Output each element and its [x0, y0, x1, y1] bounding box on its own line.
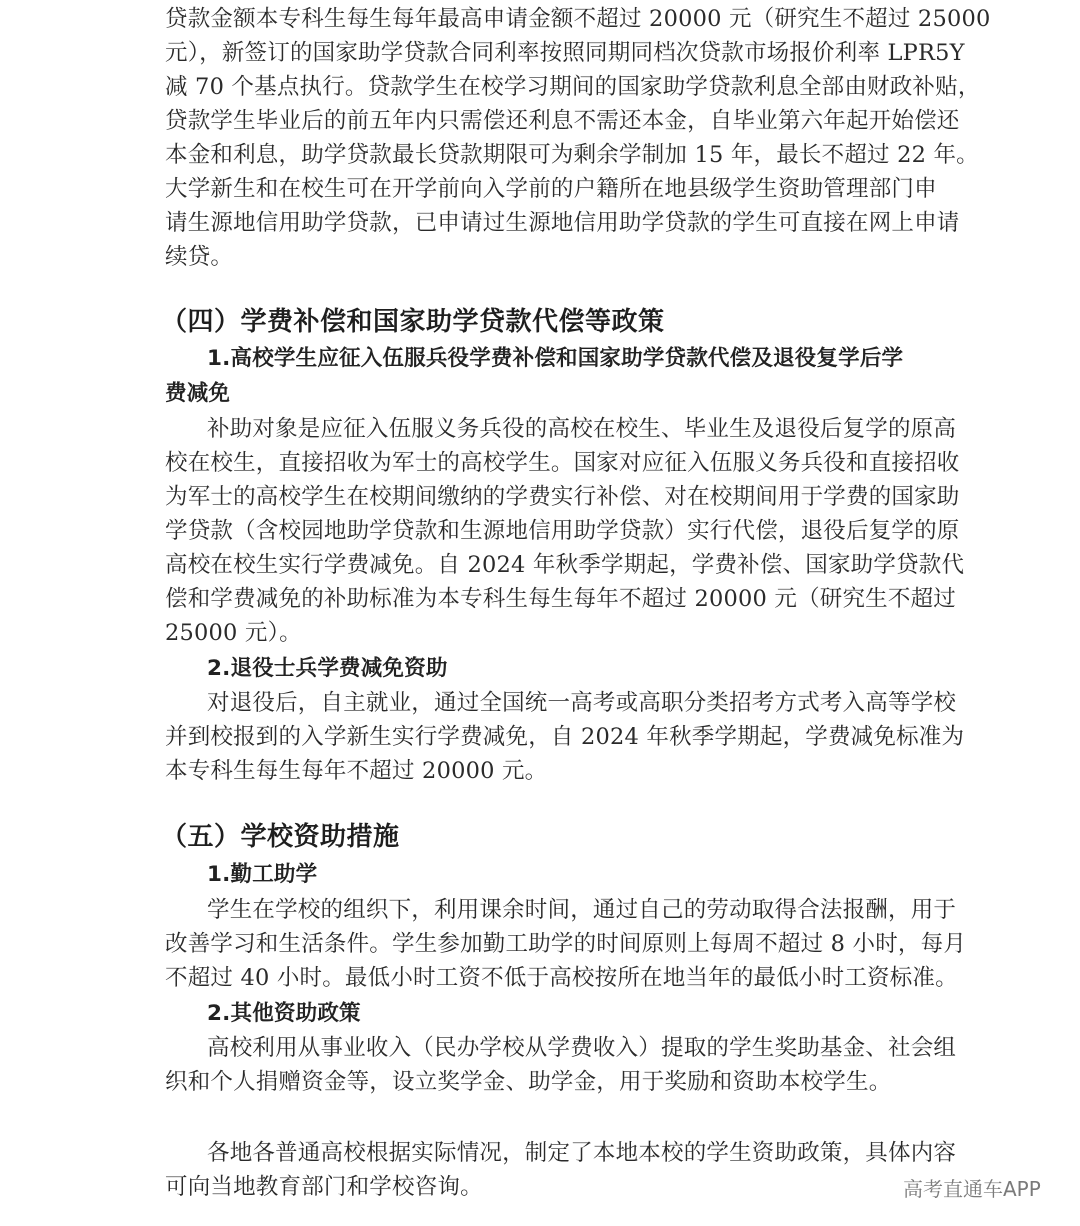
text-line: 校在校生，直接招收为军士的高校学生。国家对应征入伍服义务兵役和直接招收 [165, 450, 960, 476]
text-line: 补助对象是应征入伍服义务兵役的高校在校生、毕业生及退役后复学的原高 [207, 416, 957, 442]
text-line: 学生在学校的组织下，利用课余时间，通过自己的劳动取得合法报酬，用于 [207, 897, 957, 923]
subsection-heading-5-1: 1.勤工助学 [207, 862, 318, 887]
text-line: 并到校报到的入学新生实行学费减免，自 2024 年秋季学期起，学费减免标准为 [165, 724, 965, 750]
text-line: 本专科生每生每年不超过 20000 元。 [165, 758, 548, 784]
text-line: 高校在校生实行学费减免。自 2024 年秋季学期起，学费补偿、国家助学贷款代 [165, 552, 965, 578]
text-line: 织和个人捐赠资金等，设立奖学金、助学金，用于奖励和资助本校学生。 [165, 1069, 892, 1095]
watermark-label: 高考直通车APP [903, 1177, 1041, 1201]
text-line: 续贷。 [165, 244, 234, 270]
text-line: 对退役后，自主就业，通过全国统一高考或高职分类招考方式考入高等学校 [207, 690, 957, 716]
section-heading-5: （五）学校资助措施 [161, 822, 400, 852]
text-line: 请生源地信用助学贷款，已申请过生源地信用助学贷款的学生可直接在网上申请 [165, 210, 960, 236]
subsection-heading-4-2: 2.退役士兵学费减免资助 [207, 656, 448, 681]
text-line: 改善学习和生活条件。学生参加勤工助学的时间原则上每周不超过 8 小时，每月 [165, 931, 967, 957]
text-line: 高校利用从事业收入（民办学校从学费收入）提取的学生奖助基金、社会组 [207, 1035, 957, 1061]
text-line: 为军士的高校学生在校期间缴纳的学费实行补偿、对在校期间用于学费的国家助 [165, 484, 960, 510]
text-line: 各地各普通高校根据实际情况，制定了本地本校的学生资助政策，具体内容 [207, 1140, 957, 1166]
text-line: 25000 元）。 [165, 620, 302, 646]
text-line: 可向当地教育部门和学校咨询。 [165, 1174, 483, 1200]
text-line: 大学新生和在校生可在开学前向入学前的户籍所在地县级学生资助管理部门申 [165, 176, 937, 202]
section-heading-4: （四）学费补偿和国家助学贷款代偿等政策 [161, 307, 665, 337]
text-line: 贷款金额本专科生每生每年最高申请金额不超过 20000 元（研究生不超过 25000 [165, 6, 991, 32]
text-line: 偿和学费减免的补助标准为本专科生每生每年不超过 20000 元（研究生不超过 [165, 586, 956, 612]
text-line: 不超过 40 小时。最低小时工资不低于高校按所在地当年的最低小时工资标准。 [165, 965, 958, 991]
text-line: 本金和利息，助学贷款最长贷款期限可为剩余学制加 15 年，最长不超过 22 年。 [165, 142, 979, 168]
text-line: 减 70 个基点执行。贷款学生在校学习期间的国家助学贷款利息全部由财政补贴， [165, 74, 981, 100]
text-line: 学贷款（含校园地助学贷款和生源地信用助学贷款）实行代偿，退役后复学的原 [165, 518, 960, 544]
text-line: 元），新签订的国家助学贷款合同利率按照同期同档次贷款市场报价利率 LPR5Y [165, 40, 965, 66]
subsection-heading-5-2: 2.其他资助政策 [207, 1001, 361, 1026]
subsection-heading-4-1-cont: 费减免 [165, 381, 231, 406]
text-line: 贷款学生毕业后的前五年内只需偿还利息不需还本金，自毕业第六年起开始偿还 [165, 108, 960, 134]
subsection-heading-4-1: 1.高校学生应征入伍服兵役学费补偿和国家助学贷款代偿及退役复学后学 [207, 346, 904, 371]
